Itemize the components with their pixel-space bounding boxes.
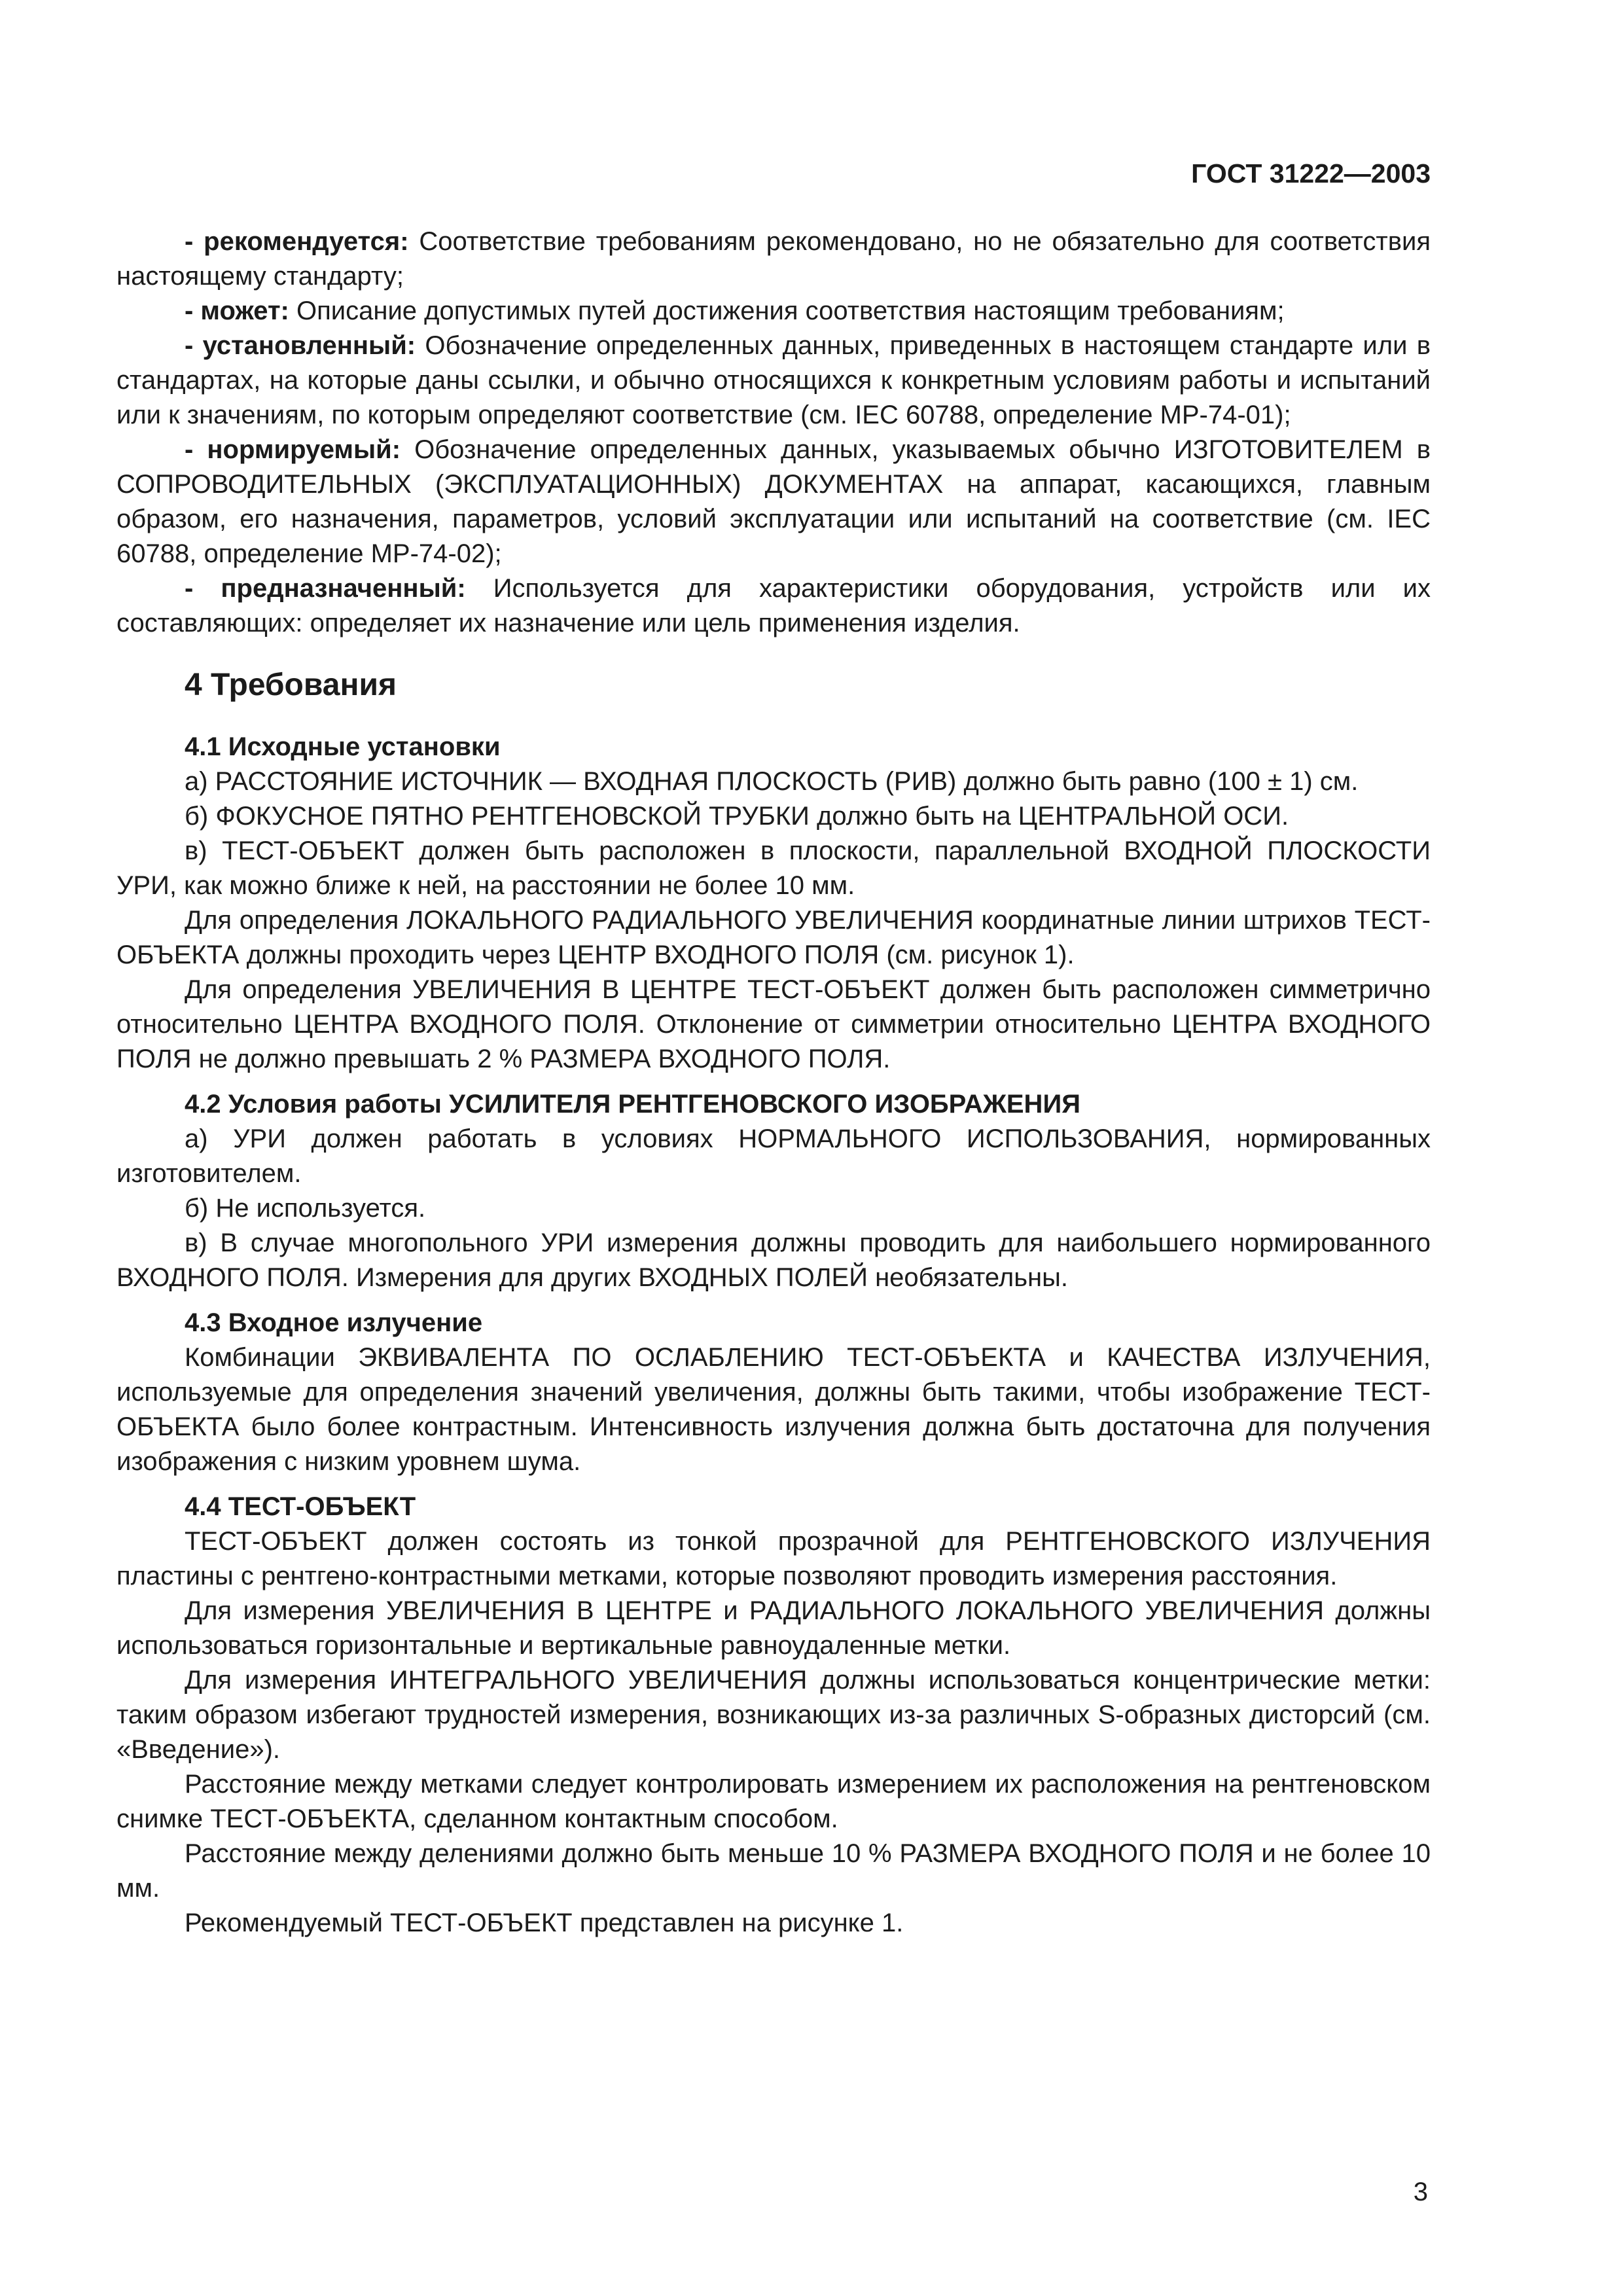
paragraph: а) УРИ должен работать в условиях НОРМАЛЬНОГО ИСПОЛЬЗОВАНИЯ, нормированных изготовителем. bbox=[116, 1124, 1431, 1188]
document-header: ГОСТ 31222—2003 bbox=[1191, 158, 1431, 188]
definition-text: Соответствие требованиям рекомендовано, но не обязательно для соответствия настоящему стандарту; bbox=[116, 227, 1431, 291]
paragraph: а) РАССТОЯНИЕ ИСТОЧНИК — ВХОДНАЯ ПЛОСКОСТЬ (РИВ) должно быть равно (100 ± 1) см. bbox=[185, 767, 1359, 796]
definition-may bbox=[116, 294, 1431, 329]
paragraph: в) ТЕСТ-ОБЪЕКТ должен быть расположен в плоскости, параллельной ВХОДНОЙ ПЛОСКОСТИ УРИ, как можно ближе к ней, на расстоянии не более 10 мм. bbox=[116, 836, 1431, 900]
definition-established bbox=[116, 329, 1431, 433]
paragraph: Расстояние между метками следует контролировать измерением их расположения на рентгеновском снимке ТЕСТ-ОБЪЕКТА, сделанном контактным способом. bbox=[116, 1770, 1431, 1833]
page-number: 3 bbox=[1413, 2178, 1428, 2206]
spacer bbox=[116, 1295, 1431, 1306]
subsection-heading: 4.2 Условия работы УСИЛИТЕЛЯ РЕНТГЕНОВСКОГО ИЗОБРАЖЕНИЯ bbox=[185, 1090, 1080, 1119]
definition-term: - может: bbox=[185, 296, 289, 325]
definition-term: - рекомендуется: bbox=[185, 227, 409, 256]
paragraph: Расстояние между делениями должно быть меньше 10 % РАЗМЕРА ВХОДНОГО ПОЛЯ и не более 10 мм. bbox=[116, 1839, 1431, 1903]
definition-recommended bbox=[116, 224, 1431, 294]
paragraph: Комбинации ЭКВИВАЛЕНТА ПО ОСЛАБЛЕНИЮ ТЕСТ-ОБЪЕКТА и КАЧЕСТВА ИЗЛУЧЕНИЯ, используемые для определения значений увеличения, должны быть такими, чтобы изображение ТЕСТ-ОБЪЕКТА было более контрастным. Интенсивность излучения должна быть достаточна для получения изображения с низким уровнем шума. bbox=[116, 1343, 1431, 1476]
definition-term: - нормируемый: bbox=[185, 435, 401, 464]
paragraph: ТЕСТ-ОБЪЕКТ должен состоять из тонкой прозрачной для РЕНТГЕНОВСКОГО ИЗЛУЧЕНИЯ пластины с рентгено-контрастными метками, которые позволяют проводить измерения расстояния. bbox=[116, 1527, 1431, 1590]
definition-intended bbox=[116, 571, 1431, 641]
definition-term: - установленный: bbox=[185, 331, 416, 360]
paragraph: Для измерения УВЕЛИЧЕНИЯ В ЦЕНТРЕ и РАДИАЛЬНОГО ЛОКАЛЬНОГО УВЕЛИЧЕНИЯ должны использоваться горизонтальные и вертикальные равноудаленные метки. bbox=[116, 1596, 1431, 1660]
paragraph: в) В случае многопольного УРИ измерения должны проводить для наибольшего нормированного ВХОДНОГО ПОЛЯ. Измерения для других ВХОДНЫХ ПОЛЕЙ необязательны. bbox=[116, 1229, 1431, 1292]
document-body bbox=[116, 224, 1431, 1941]
paragraph: Для определения УВЕЛИЧЕНИЯ В ЦЕНТРЕ ТЕСТ-ОБЪЕКТ должен быть расположен симметрично относительно ЦЕНТРА ВХОДНОГО ПОЛЯ. Отклонение от симметрии относительно ЦЕНТРА ВХОДНОГО ПОЛЯ не должно превышать 2 % РАЗМЕРА ВХОДНОГО ПОЛЯ. bbox=[116, 975, 1431, 1073]
definition-text: Описание допустимых путей достижения соответствия настоящим требованиям; bbox=[289, 296, 1285, 325]
paragraph: б) Не используется. bbox=[185, 1194, 426, 1223]
paragraph: Рекомендуемый ТЕСТ-ОБЪЕКТ представлен на рисунке 1. bbox=[185, 1909, 904, 1937]
definition-term: - предназначенный: bbox=[185, 574, 466, 603]
spacer bbox=[116, 1479, 1431, 1490]
definition-text: Обозначение определенных данных, приведенных в настоящем стандарте или в стандартах, на которые даны ссылки, и обычно относящихся к конкретным условиям работы и испытаний или к значениям, по которым определяют соответствие (см. IEC 60788, определение МР-74-01); bbox=[116, 331, 1431, 429]
definition-text: Используется для характеристики оборудования, устройств или их составляющих: определяет их назначение или цель применения изделия. bbox=[116, 574, 1431, 637]
definition-specified bbox=[116, 433, 1431, 571]
definition-text: Обозначение определенных данных, указываемых обычно ИЗГОТОВИТЕЛЕМ в СОПРОВОДИТЕЛЬНЫХ (ЭКСПЛУАТАЦИОННЫХ) ДОКУМЕНТАХ на аппарат, касающихся, главным образом, его назначения, параметров, условий эксплуатации или испытаний на соответствие (см. IEC 60788, определение МР-74-02); bbox=[116, 435, 1431, 568]
paragraph: Для определения ЛОКАЛЬНОГО РАДИАЛЬНОГО УВЕЛИЧЕНИЯ координатные линии штрихов ТЕСТ-ОБЪЕКТА должны проходить через ЦЕНТР ВХОДНОГО ПОЛЯ (см. рисунок 1). bbox=[116, 906, 1431, 969]
subsection-heading: 4.4 ТЕСТ-ОБЪЕКТ bbox=[185, 1492, 416, 1521]
spacer bbox=[116, 1077, 1431, 1087]
subsection-heading: 4.3 Входное излучение bbox=[185, 1308, 483, 1337]
subsection-heading: 4.1 Исходные установки bbox=[185, 732, 501, 761]
document-page bbox=[116, 157, 1431, 2225]
section-heading: 4 Требования bbox=[185, 668, 397, 702]
paragraph: б) ФОКУСНОЕ ПЯТНО РЕНТГЕНОВСКОЙ ТРУБКИ должно быть на ЦЕНТРАЛЬНОЙ ОСИ. bbox=[185, 802, 1289, 831]
paragraph: Для измерения ИНТЕГРАЛЬНОГО УВЕЛИЧЕНИЯ должны использоваться концентрические метки: таким образом избегают трудностей измерения, возникающих из-за различных S-образных дисторсий (см. «Введение»). bbox=[116, 1666, 1431, 1764]
